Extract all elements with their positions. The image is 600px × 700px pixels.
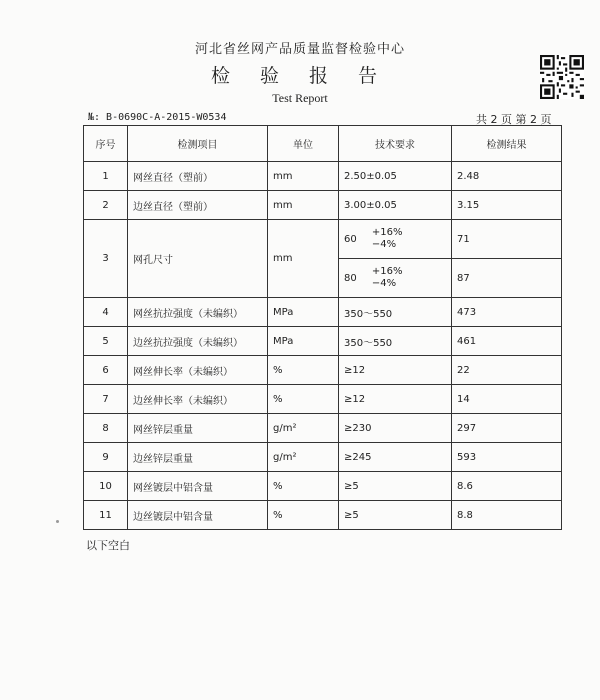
cell-item: 网丝伸长率（未编织） bbox=[128, 356, 268, 385]
cell-requirement: ≥12 bbox=[339, 385, 452, 414]
cell-seq: 10 bbox=[84, 472, 128, 501]
cell-item: 边丝镀层中铝含量 bbox=[128, 501, 268, 530]
tolerance-plus: +16% bbox=[371, 227, 403, 238]
cell-seq: 4 bbox=[84, 298, 128, 327]
cell-result: 473 bbox=[452, 298, 562, 327]
cell-item: 网丝直径（塑前） bbox=[128, 162, 268, 191]
cell-item: 边丝锌层重量 bbox=[128, 443, 268, 472]
cell-requirement: ≥5 bbox=[339, 501, 452, 530]
header-requirement: 技术要求 bbox=[339, 126, 452, 162]
cell-item: 边丝直径（塑前） bbox=[128, 191, 268, 220]
cell-result: 14 bbox=[452, 385, 562, 414]
organization-name: 河北省丝网产品质量监督检验中心 bbox=[194, 42, 405, 57]
cell-result: 593 bbox=[452, 443, 562, 472]
cell-unit: % bbox=[268, 501, 339, 530]
table-row bbox=[84, 298, 562, 327]
report-subtitle: Test Report bbox=[272, 91, 328, 105]
cell-item: 边丝伸长率（未编织） bbox=[128, 385, 268, 414]
mesh-base-value: 60 bbox=[344, 234, 357, 245]
cell-item: 边丝抗拉强度（未编织） bbox=[128, 327, 268, 356]
blank-below-note: 以下空白 bbox=[86, 539, 130, 552]
report-title: 检 验 报 告 bbox=[210, 65, 390, 87]
tolerance-minus: −4% bbox=[371, 278, 397, 289]
table-row bbox=[84, 501, 562, 530]
cell-unit: g/m² bbox=[268, 414, 339, 443]
cell-seq: 8 bbox=[84, 414, 128, 443]
page-indicator: 共 2 页 第 2 页 bbox=[476, 113, 552, 126]
cell-requirement: 3.00±0.05 bbox=[339, 191, 452, 220]
cell-requirement bbox=[339, 220, 452, 259]
cell-requirement: 2.50±0.05 bbox=[339, 162, 452, 191]
cell-requirement: ≥245 bbox=[339, 443, 452, 472]
cell-unit: MPa bbox=[268, 298, 339, 327]
cell-seq: 5 bbox=[84, 327, 128, 356]
cell-unit: % bbox=[268, 472, 339, 501]
table-row bbox=[84, 191, 562, 220]
qr-code-icon bbox=[540, 55, 584, 99]
cell-seq: 11 bbox=[84, 501, 128, 530]
cell-item: 网丝镀层中铝含量 bbox=[128, 472, 268, 501]
cell-seq: 7 bbox=[84, 385, 128, 414]
cell-requirement: ≥5 bbox=[339, 472, 452, 501]
cell-unit: g/m² bbox=[268, 443, 339, 472]
cell-result: 71 bbox=[452, 220, 562, 259]
cell-result: 461 bbox=[452, 327, 562, 356]
cell-requirement: ≥230 bbox=[339, 414, 452, 443]
table-row bbox=[84, 472, 562, 501]
cell-requirement bbox=[339, 259, 452, 298]
table-row bbox=[84, 220, 562, 259]
cell-unit: mm bbox=[268, 220, 339, 298]
table-row bbox=[84, 414, 562, 443]
cell-item: 网孔尺寸 bbox=[128, 220, 268, 298]
cell-unit: % bbox=[268, 385, 339, 414]
paper-speck bbox=[56, 520, 59, 523]
cell-result: 87 bbox=[452, 259, 562, 298]
results-table bbox=[83, 125, 562, 530]
cell-seq: 6 bbox=[84, 356, 128, 385]
cell-seq: 1 bbox=[84, 162, 128, 191]
table-row bbox=[84, 162, 562, 191]
cell-item: 网丝锌层重量 bbox=[128, 414, 268, 443]
cell-unit: mm bbox=[268, 162, 339, 191]
table-header-row bbox=[84, 126, 562, 162]
cell-result: 8.8 bbox=[452, 501, 562, 530]
mesh-base-value: 80 bbox=[344, 273, 357, 284]
cell-unit: MPa bbox=[268, 327, 339, 356]
cell-requirement: 350～550 bbox=[339, 327, 452, 356]
header-item: 检测项目 bbox=[128, 126, 268, 162]
table-row bbox=[84, 356, 562, 385]
tolerance-minus: −4% bbox=[371, 239, 397, 250]
cell-requirement: 350～550 bbox=[339, 298, 452, 327]
cell-seq: 3 bbox=[84, 220, 128, 298]
cell-result: 2.48 bbox=[452, 162, 562, 191]
header-seq: 序号 bbox=[84, 126, 128, 162]
cell-result: 8.6 bbox=[452, 472, 562, 501]
cell-result: 3.15 bbox=[452, 191, 562, 220]
mesh-tolerance bbox=[372, 227, 403, 251]
cell-seq: 9 bbox=[84, 443, 128, 472]
cell-seq: 2 bbox=[84, 191, 128, 220]
table-row bbox=[84, 327, 562, 356]
cell-item: 网丝抗拉强度（未编织） bbox=[128, 298, 268, 327]
cell-requirement: ≥12 bbox=[339, 356, 452, 385]
cell-result: 22 bbox=[452, 356, 562, 385]
table-row bbox=[84, 443, 562, 472]
cell-result: 297 bbox=[452, 414, 562, 443]
cell-unit: % bbox=[268, 356, 339, 385]
report-number: №: B-0690C-A-2015-W0534 bbox=[88, 112, 227, 123]
cell-unit: mm bbox=[268, 191, 339, 220]
table-row bbox=[84, 385, 562, 414]
header-unit: 单位 bbox=[268, 126, 339, 162]
tolerance-plus: +16% bbox=[371, 266, 403, 277]
header-result: 检测结果 bbox=[452, 126, 562, 162]
mesh-tolerance bbox=[372, 266, 403, 290]
